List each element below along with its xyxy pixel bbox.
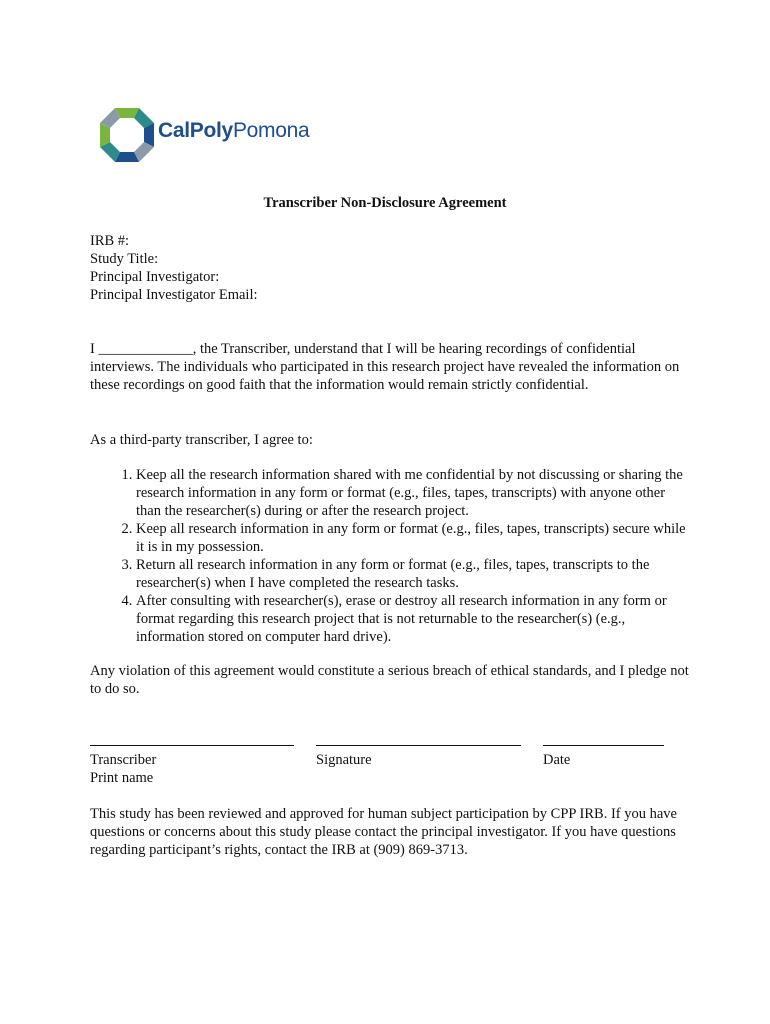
principal-investigator-email-label: Principal Investigator Email: [90,287,258,303]
list-item: 4. After consulting with researcher(s), erase or destroy all research information in any form or format regarding this research project that is not returnable to the researcher(s) (e.g., information stored on computer hard drive). [136,592,690,646]
study-info-fields [90,232,690,304]
violation-paragraph: Any violation of this agreement would constitute a serious breach of ethical standards, and I pledge not to do so. [90,663,689,697]
octagon-ring-icon [96,104,158,166]
intro-text: , the Transcriber, understand that I will be hearing recordings of confidential interviews. The individuals who participated in this research project have revealed the information on these recordings on good faith that the information would remain strictly confidential. [90,341,680,393]
logo-wordmark [158,119,309,143]
intro-prefix: I [90,341,99,357]
transcriber-signature-line [90,745,294,746]
agree-heading: As a third-party transcriber, I agree to: [90,432,313,448]
date-label: Date [543,752,571,768]
intro-paragraph [90,340,690,394]
print-name-label: Print name [90,770,154,786]
irb-approval-footer: This study has been reviewed and approved for human subject participation by CPP IRB. If you have questions or concerns about this study please contact the principal investigator. If you have questions regarding participant’s rights, contact the IRB at (909) 869-3713. [90,806,677,858]
document-title: Transcriber Non-Disclosure Agreement [263,195,507,211]
transcriber-label: Transcriber [90,752,157,768]
cal-poly-pomona-logo [96,104,326,166]
irb-number-label: IRB #: [90,233,130,249]
date-line [543,745,664,746]
transcriber-name-blank: _____________ [98,341,193,357]
signature-line [316,745,521,746]
logo-text-pomona: Pomona [232,119,310,142]
list-item: 3. Return all research information in any form or format (e.g., files, tapes, transcripts to the researcher(s) when I have completed the research tasks. [136,556,690,592]
principal-investigator-label: Principal Investigator: [90,269,220,285]
study-title-label: Study Title: [90,251,159,267]
signature-label: Signature [316,752,372,768]
list-item: 1. Keep all the research information shared with me confidential by not discussing or sharing the research information in any form or format (e.g., files, tapes, transcripts) with anyone other than the researcher(s) during or after the research project. [136,466,690,520]
agreement-list [90,466,690,646]
logo-text-calpoly: CalPoly [158,119,233,142]
list-item: 2. Keep all research information in any form or format (e.g., files, tapes, transcripts) secure while it is in my possession. [136,520,690,556]
